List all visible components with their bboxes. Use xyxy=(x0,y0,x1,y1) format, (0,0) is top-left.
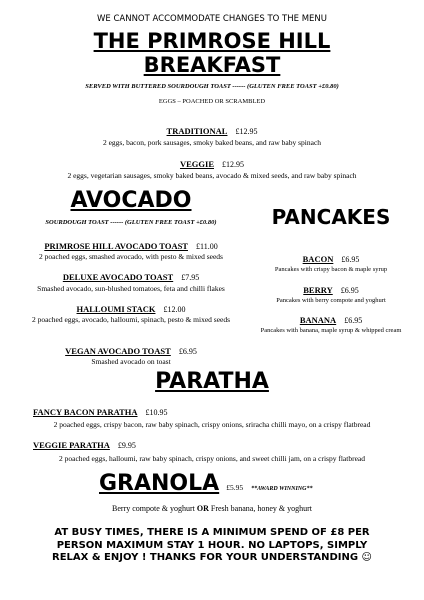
item-price: £12.95 xyxy=(222,160,244,169)
granola-heading xyxy=(99,471,312,497)
item-name: VEGGIE PARATHA xyxy=(33,440,110,450)
item-price: £10.95 xyxy=(145,408,168,417)
item-price: £11.00 xyxy=(195,242,218,251)
item-description: 2 poached eggs, smashed avocado, with pesto & mixed seeds xyxy=(39,252,223,261)
menu-change-notice: WE CANNOT ACCOMMODATE CHANGES TO THE MENU xyxy=(96,14,327,24)
item-name: PRIMROSE HILL AVOCADO TOAST xyxy=(44,241,188,251)
section-title-granola: GRANOLA xyxy=(99,471,220,496)
item-name: DELUXE AVOCADO TOAST xyxy=(62,272,174,282)
item-description: Pancakes with crispy bacon & maple syrup xyxy=(274,266,388,273)
granola-option-b: Fresh banana, honey & yoghurt xyxy=(210,504,312,513)
item-description: Pancakes with berry compote and yoghurt xyxy=(276,297,386,304)
item-name: HALLOUMI STACK xyxy=(76,304,156,314)
granola-description xyxy=(0,503,424,514)
page-title-line1: THE PRIMROSE HILL xyxy=(93,29,331,53)
item-description: 2 eggs, vegetarian sausages, smoky baked beans, avocado & mixed seeds, and raw baby spinach xyxy=(67,171,357,180)
item-price: £6.95 xyxy=(340,286,359,295)
menu-item-veggie-paratha xyxy=(33,435,136,453)
granola-price: £5.95 xyxy=(226,483,244,492)
breakfast-toast-note: SERVED WITH BUTTERED SOURDOUGH TOAST ------ (GLUTEN FREE TOAST +£0.80) xyxy=(85,83,339,90)
item-name: VEGAN AVOCADO TOAST xyxy=(65,346,171,356)
item-name: VEGGIE xyxy=(179,159,214,169)
item-description: 2 poached eggs, crispy bacon, raw baby spinach, crispy onions, sriracha chilli mayo, on a crispy flatbread xyxy=(53,420,371,429)
item-price: £6.95 xyxy=(341,255,360,264)
page-title-line2: BREAKFAST xyxy=(143,53,281,77)
section-title-pancakes: PANCAKES xyxy=(271,205,391,229)
item-description: 2 poached eggs, avocado, halloumi, spinach, pesto & mixed seeds xyxy=(31,315,231,324)
item-price: £12.00 xyxy=(163,305,186,314)
menu-item-fancy-bacon-paratha xyxy=(33,402,168,420)
section-title-avocado: AVOCADO xyxy=(70,188,192,213)
item-price: £9.95 xyxy=(117,441,136,450)
avocado-toast-note: SOURDOUGH TOAST ------ (GLUTEN FREE TOAST +£0.80) xyxy=(45,219,217,226)
item-name: BERRY xyxy=(303,285,333,295)
item-description: 2 eggs, bacon, pork sausages, smoky baked beans, and raw baby spinach xyxy=(102,138,322,147)
footer-line-1: AT BUSY TIMES, THERE IS A MINIMUM SPEND OF £8 PER xyxy=(54,527,370,538)
item-name: BACON xyxy=(302,254,334,264)
item-description: 2 poached eggs, halloumi, raw baby spinach, crispy onions, and sweet chilli jam, on a crispy flatbread xyxy=(59,454,365,463)
item-price: £7.95 xyxy=(181,273,200,282)
item-description: Smashed avocado, sun-blushed tomatoes, feta and chilli flakes xyxy=(37,284,225,293)
footer-line-3: RELAX & ENJOY ! THANKS FOR YOUR UNDERSTANDING ☺ xyxy=(52,552,372,563)
item-price: £12.95 xyxy=(235,127,258,136)
item-price: £6.95 xyxy=(344,316,363,325)
item-price: £6.95 xyxy=(178,347,197,356)
award-badge: **AWARD WINNING** xyxy=(251,486,313,492)
item-name: BANANA xyxy=(299,315,337,325)
item-name: FANCY BACON PARATHA xyxy=(33,407,138,417)
section-title-paratha: PARATHA xyxy=(155,369,269,394)
item-description: Pancakes with banana, maple syrup & whipped cream xyxy=(260,327,402,334)
eggs-note: EGGS – POACHED OR SCRAMBLED xyxy=(158,98,266,105)
granola-or: OR xyxy=(196,504,209,513)
item-name: TRADITIONAL xyxy=(166,126,228,136)
footer-line-2: PERSON MAXIMUM STAY 1 HOUR. NO LAPTOPS, SIMPLY xyxy=(56,539,368,551)
footer-notice xyxy=(0,527,424,565)
item-description: Smashed avocado on toast xyxy=(91,357,171,366)
granola-option-a: Berry compote & yoghurt xyxy=(112,504,195,513)
